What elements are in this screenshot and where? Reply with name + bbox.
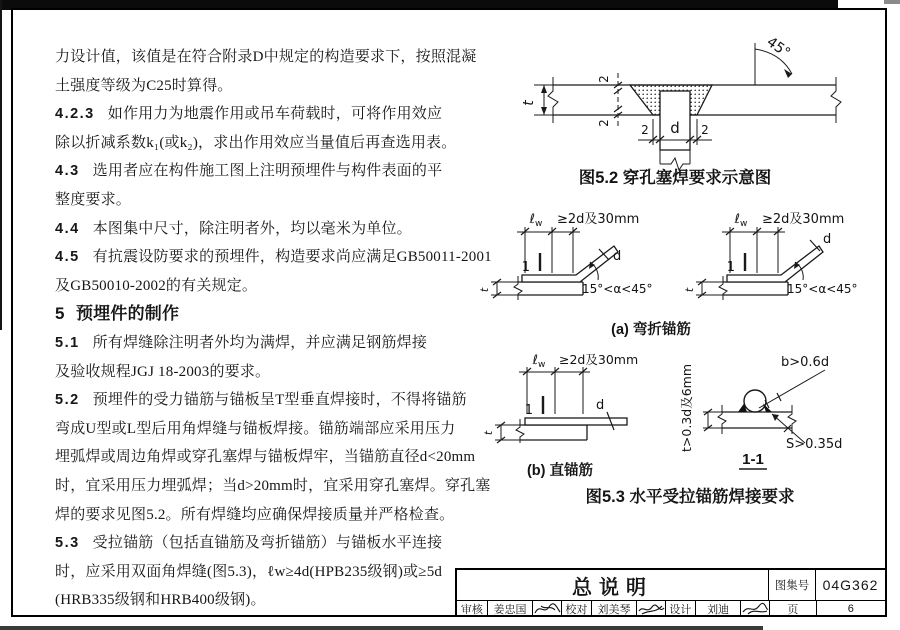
clause-text: 焊的要求见图5.2。所有焊缝均应确保焊接质量并严格检查。 xyxy=(55,506,455,523)
svg-text:t: t xyxy=(521,100,537,106)
text-line xyxy=(55,186,470,215)
clause-text: 所有焊缝除注明者外均为满焊，并应满足钢筋焊接 xyxy=(92,334,428,351)
checker-signature xyxy=(636,601,665,616)
svg-text:1: 1 xyxy=(521,260,530,275)
svg-text:≥2d及30mm: ≥2d及30mm xyxy=(762,212,845,227)
text-line xyxy=(55,215,470,244)
text-line xyxy=(55,272,470,301)
clause-text: 时，应采用双面角焊缝(图5.3)，ℓw≥4d(HPB235级钢)或≥5d xyxy=(55,563,443,580)
svg-text:t: t xyxy=(683,287,696,293)
fig-5-3a-bent-anchor-diagram xyxy=(478,203,885,343)
svg-text:ℓw: ℓ$_w$ xyxy=(734,212,748,229)
clause-text: 及验收规程JGJ 18-2003的要求。 xyxy=(55,363,271,380)
reviewer-signature xyxy=(532,601,561,616)
svg-text:d: d xyxy=(596,398,605,413)
clause-number: 5.1 xyxy=(55,334,80,351)
svg-text:15°<α<45°: 15°<α<45° xyxy=(582,282,653,296)
clause-text: 弯成U型或L型后用角焊缝与锚板焊接。锚筋端部应采用压力 xyxy=(55,420,456,437)
clause-text: 预埋件的受力锚筋与锚板呈T型垂直焊接时，不得将锚筋 xyxy=(92,392,467,409)
fig-5-3b-straight-anchor-diagram xyxy=(482,350,665,485)
signature-scribble xyxy=(637,602,665,616)
checker-name: 刘美琴 xyxy=(591,601,637,616)
sheet-title: 总说明 xyxy=(572,576,653,599)
clause-number: 5.2 xyxy=(55,392,80,409)
signature-scribble xyxy=(533,602,561,616)
text-line xyxy=(55,129,470,158)
scan-edge-left xyxy=(0,0,2,330)
scan-edge-bottom xyxy=(0,626,763,630)
svg-text:t: t xyxy=(478,287,491,293)
svg-text:d: d xyxy=(613,249,622,264)
text-line xyxy=(55,386,470,415)
clause-text: (HRB335级钢和HRB400级钢)。 xyxy=(55,592,266,609)
svg-text:ℓw: ℓ$_w$ xyxy=(532,353,546,370)
clause-number: 4.2.3 xyxy=(55,106,95,123)
text-line xyxy=(55,157,470,186)
text-line xyxy=(55,243,492,272)
clause-text: 选用者应在构件施工图上注明预埋件与构件表面的平 xyxy=(92,163,443,180)
svg-text:t>0.3d及6mm: t>0.3d及6mm xyxy=(679,364,694,452)
svg-text:2: 2 xyxy=(597,75,611,83)
clause-text: 如作用力为地震作用或吊车荷载时，可将作用效应 xyxy=(107,106,443,123)
reviewer-label: 审核 xyxy=(460,603,483,616)
atlas-number-label: 图集号 xyxy=(768,570,815,600)
fig53-section-caption: 1-1 xyxy=(742,451,764,468)
clause-text: 有抗震设防要求的预埋件，构造要求尚应满足GB50011-2001 xyxy=(92,249,492,266)
svg-text:ℓw: ℓ$_w$ xyxy=(529,212,543,229)
clause-number: 4.5 xyxy=(55,249,80,266)
fig53-caption: 图5.3 水平受拉锚筋焊接要求 xyxy=(585,488,795,506)
signature-scribble xyxy=(741,602,769,616)
clause-text: 预埋件的制作 xyxy=(75,304,180,324)
text-line xyxy=(55,586,470,615)
svg-text:2: 2 xyxy=(641,123,649,137)
text-line xyxy=(55,329,470,358)
text-line xyxy=(55,358,470,387)
text-line xyxy=(55,72,470,101)
svg-text:1: 1 xyxy=(524,403,533,418)
svg-text:d: d xyxy=(823,232,832,247)
clause-text: 整度要求。 xyxy=(55,191,132,208)
clause-number: 4.3 xyxy=(55,163,80,180)
clause-number: 5.3 xyxy=(55,535,80,552)
clause-number: 4.4 xyxy=(55,220,80,237)
scan-edge-top-right xyxy=(884,0,900,4)
text-line xyxy=(55,558,470,587)
text-line xyxy=(55,415,470,444)
text-line xyxy=(55,529,470,558)
clause-text: 受拉锚筋（包括直锚筋及弯折锚筋）与锚板水平连接 xyxy=(92,535,443,552)
svg-text:d: d xyxy=(670,119,680,137)
atlas-number-value: 04G362 xyxy=(815,570,885,600)
svg-text:2: 2 xyxy=(597,119,611,127)
text-line xyxy=(55,443,476,472)
checker-label: 校对 xyxy=(561,601,591,616)
title-block xyxy=(455,568,887,617)
clause-text: 土强度等级为C25时算得。 xyxy=(55,77,233,94)
fig-5-3-section-1-1-diagram xyxy=(655,348,890,483)
svg-text:2: 2 xyxy=(701,123,709,137)
text-line xyxy=(55,43,477,72)
clause-text: 及GB50010-2002的有关规定。 xyxy=(55,277,258,294)
clause-text: 除以折减系数k₁(或k₂)，求出作用效应当量值后再查选用表。 xyxy=(55,134,457,151)
clause-text: 力设计值，该值是在符合附录D中规定的构造要求下，按照混凝 xyxy=(55,49,477,65)
text-line xyxy=(55,472,491,501)
svg-text:b>0.6d: b>0.6d xyxy=(781,355,830,370)
clause-text: 时，宜采用压力埋弧焊；当d>20mm时，宜采用穿孔塞焊。穿孔塞 xyxy=(55,477,491,494)
svg-text:1: 1 xyxy=(726,260,735,275)
designer-signature xyxy=(740,601,769,616)
fig53b-caption: (b) 直锚筋 xyxy=(526,463,594,479)
clause-text: 埋弧焊或周边角焊或穿孔塞焊与锚板焊牢，当锚筋直径d<20mm xyxy=(55,449,476,466)
fig-5-2-plug-weld-diagram xyxy=(478,33,883,201)
svg-text:≥2d及30mm: ≥2d及30mm xyxy=(557,212,640,227)
text-line xyxy=(55,501,470,530)
designer-name: 刘迪 xyxy=(695,601,741,616)
clause-text: 本图集中尺寸，除注明者外，均以毫米为单位。 xyxy=(92,220,412,237)
text-line xyxy=(55,300,470,329)
page-label: 页 xyxy=(769,601,816,616)
svg-text:≥2d及30mm: ≥2d及30mm xyxy=(559,352,639,367)
svg-text:t: t xyxy=(482,430,495,436)
svg-text:S>0.35d: S>0.35d xyxy=(786,437,843,452)
svg-text:45°: 45° xyxy=(763,34,794,62)
fig53a-caption: (a) 弯折锚筋 xyxy=(611,322,691,338)
fig52-caption: 图5.2 穿孔塞焊要求示意图 xyxy=(578,169,772,187)
svg-text:15°<α<45°: 15°<α<45° xyxy=(787,282,858,296)
reviewer-name: 姜忠国 xyxy=(487,601,533,616)
page-number: 6 xyxy=(816,601,885,616)
designer-label: 设计 xyxy=(665,601,695,616)
clause-number: 5 xyxy=(55,304,66,324)
text-line xyxy=(55,100,470,129)
